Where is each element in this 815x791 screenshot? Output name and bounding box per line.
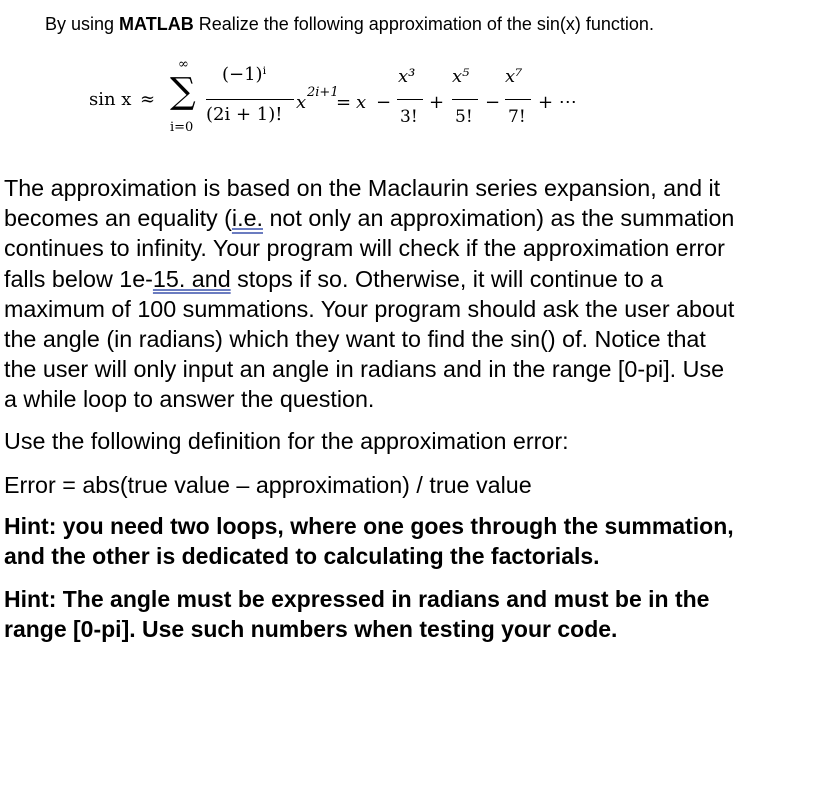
- term5-numerator: x⁵: [452, 66, 470, 87]
- plus-sign: +: [429, 92, 445, 113]
- paragraph-line: the angle (in radians) which they want to find the sin() of. Notice that: [4, 326, 706, 353]
- term3-denominator: 3!: [400, 107, 418, 127]
- paragraph-line: the user will only input an angle in radians and in the range [0-pi]. Use: [4, 356, 725, 383]
- fraction-bar: [452, 99, 478, 100]
- term5-denominator: 5!: [455, 107, 473, 127]
- hint-line: Hint: The angle must be expressed in radians and must be in the: [4, 586, 710, 612]
- first-term: x: [356, 92, 367, 113]
- paragraph-line: maximum of 100 summations. Your program should ask the user about: [4, 295, 735, 322]
- paragraph-line: The approximation is based on the Maclaurin series expansion, and it: [4, 175, 721, 201]
- term7-numerator: x⁷: [505, 66, 523, 87]
- underlined-text: i.e.: [231, 205, 263, 232]
- formula-lhs: sin x: [89, 89, 132, 110]
- hint-radians: [4, 584, 814, 644]
- hint-line: Hint: you need two loops, where one goes through the summation,: [4, 513, 734, 539]
- series-x: x: [296, 92, 307, 113]
- paragraph-line: [4, 203, 814, 233]
- equals-sign: =: [336, 92, 352, 113]
- title-suffix: Realize the following approximation of the sin(x) function.: [193, 14, 654, 34]
- paragraph-line: [4, 264, 814, 294]
- title-prefix: By using: [45, 14, 120, 34]
- hint-line: and the other is dedicated to calculating the factorials.: [4, 543, 600, 569]
- fraction-bar: [206, 99, 294, 100]
- paragraph-text: becomes an equality (: [4, 205, 232, 232]
- sine-series-formula: [0, 52, 815, 152]
- minus-sign: −: [485, 92, 501, 113]
- paragraph-line: a while loop to answer the question.: [4, 386, 375, 413]
- approx-symbol: ≈: [140, 89, 156, 110]
- series-tail: + ⋯: [538, 92, 577, 113]
- term7-denominator: 7!: [508, 107, 526, 127]
- title-line: [45, 13, 654, 35]
- description-paragraph: [4, 173, 814, 415]
- paragraph-text: not only an approximation) as the summation: [263, 205, 735, 232]
- fraction-bar: [505, 99, 531, 100]
- sum-lower-limit: i=0: [170, 120, 194, 135]
- fraction-bar: [397, 99, 423, 100]
- paragraph-text: stops if so. Otherwise, it will continue to a: [230, 265, 664, 292]
- paragraph-text: falls below 1e-: [4, 265, 153, 292]
- error-definition: Error = abs(true value – approximation) / true value: [4, 472, 532, 498]
- series-denominator: (2i + 1)!: [206, 104, 283, 125]
- series-numerator: (−1)ⁱ: [222, 64, 267, 85]
- title-matlab: MATLAB: [119, 14, 194, 34]
- underlined-text: 15. and: [152, 265, 231, 292]
- hint-loops: [4, 511, 814, 571]
- definition-line: Use the following definition for the approximation error:: [4, 428, 569, 454]
- minus-sign: −: [376, 92, 392, 113]
- paragraph-line: continues to infinity. Your program will check if the approximation error: [4, 235, 725, 262]
- sigma-symbol: ∑: [170, 71, 196, 112]
- term3-numerator: x³: [398, 66, 416, 87]
- sum-upper-limit: ∞: [178, 57, 189, 72]
- hint-line: range [0-pi]. Use such numbers when testing your code.: [4, 616, 618, 642]
- series-exponent: 2i+1: [307, 85, 339, 100]
